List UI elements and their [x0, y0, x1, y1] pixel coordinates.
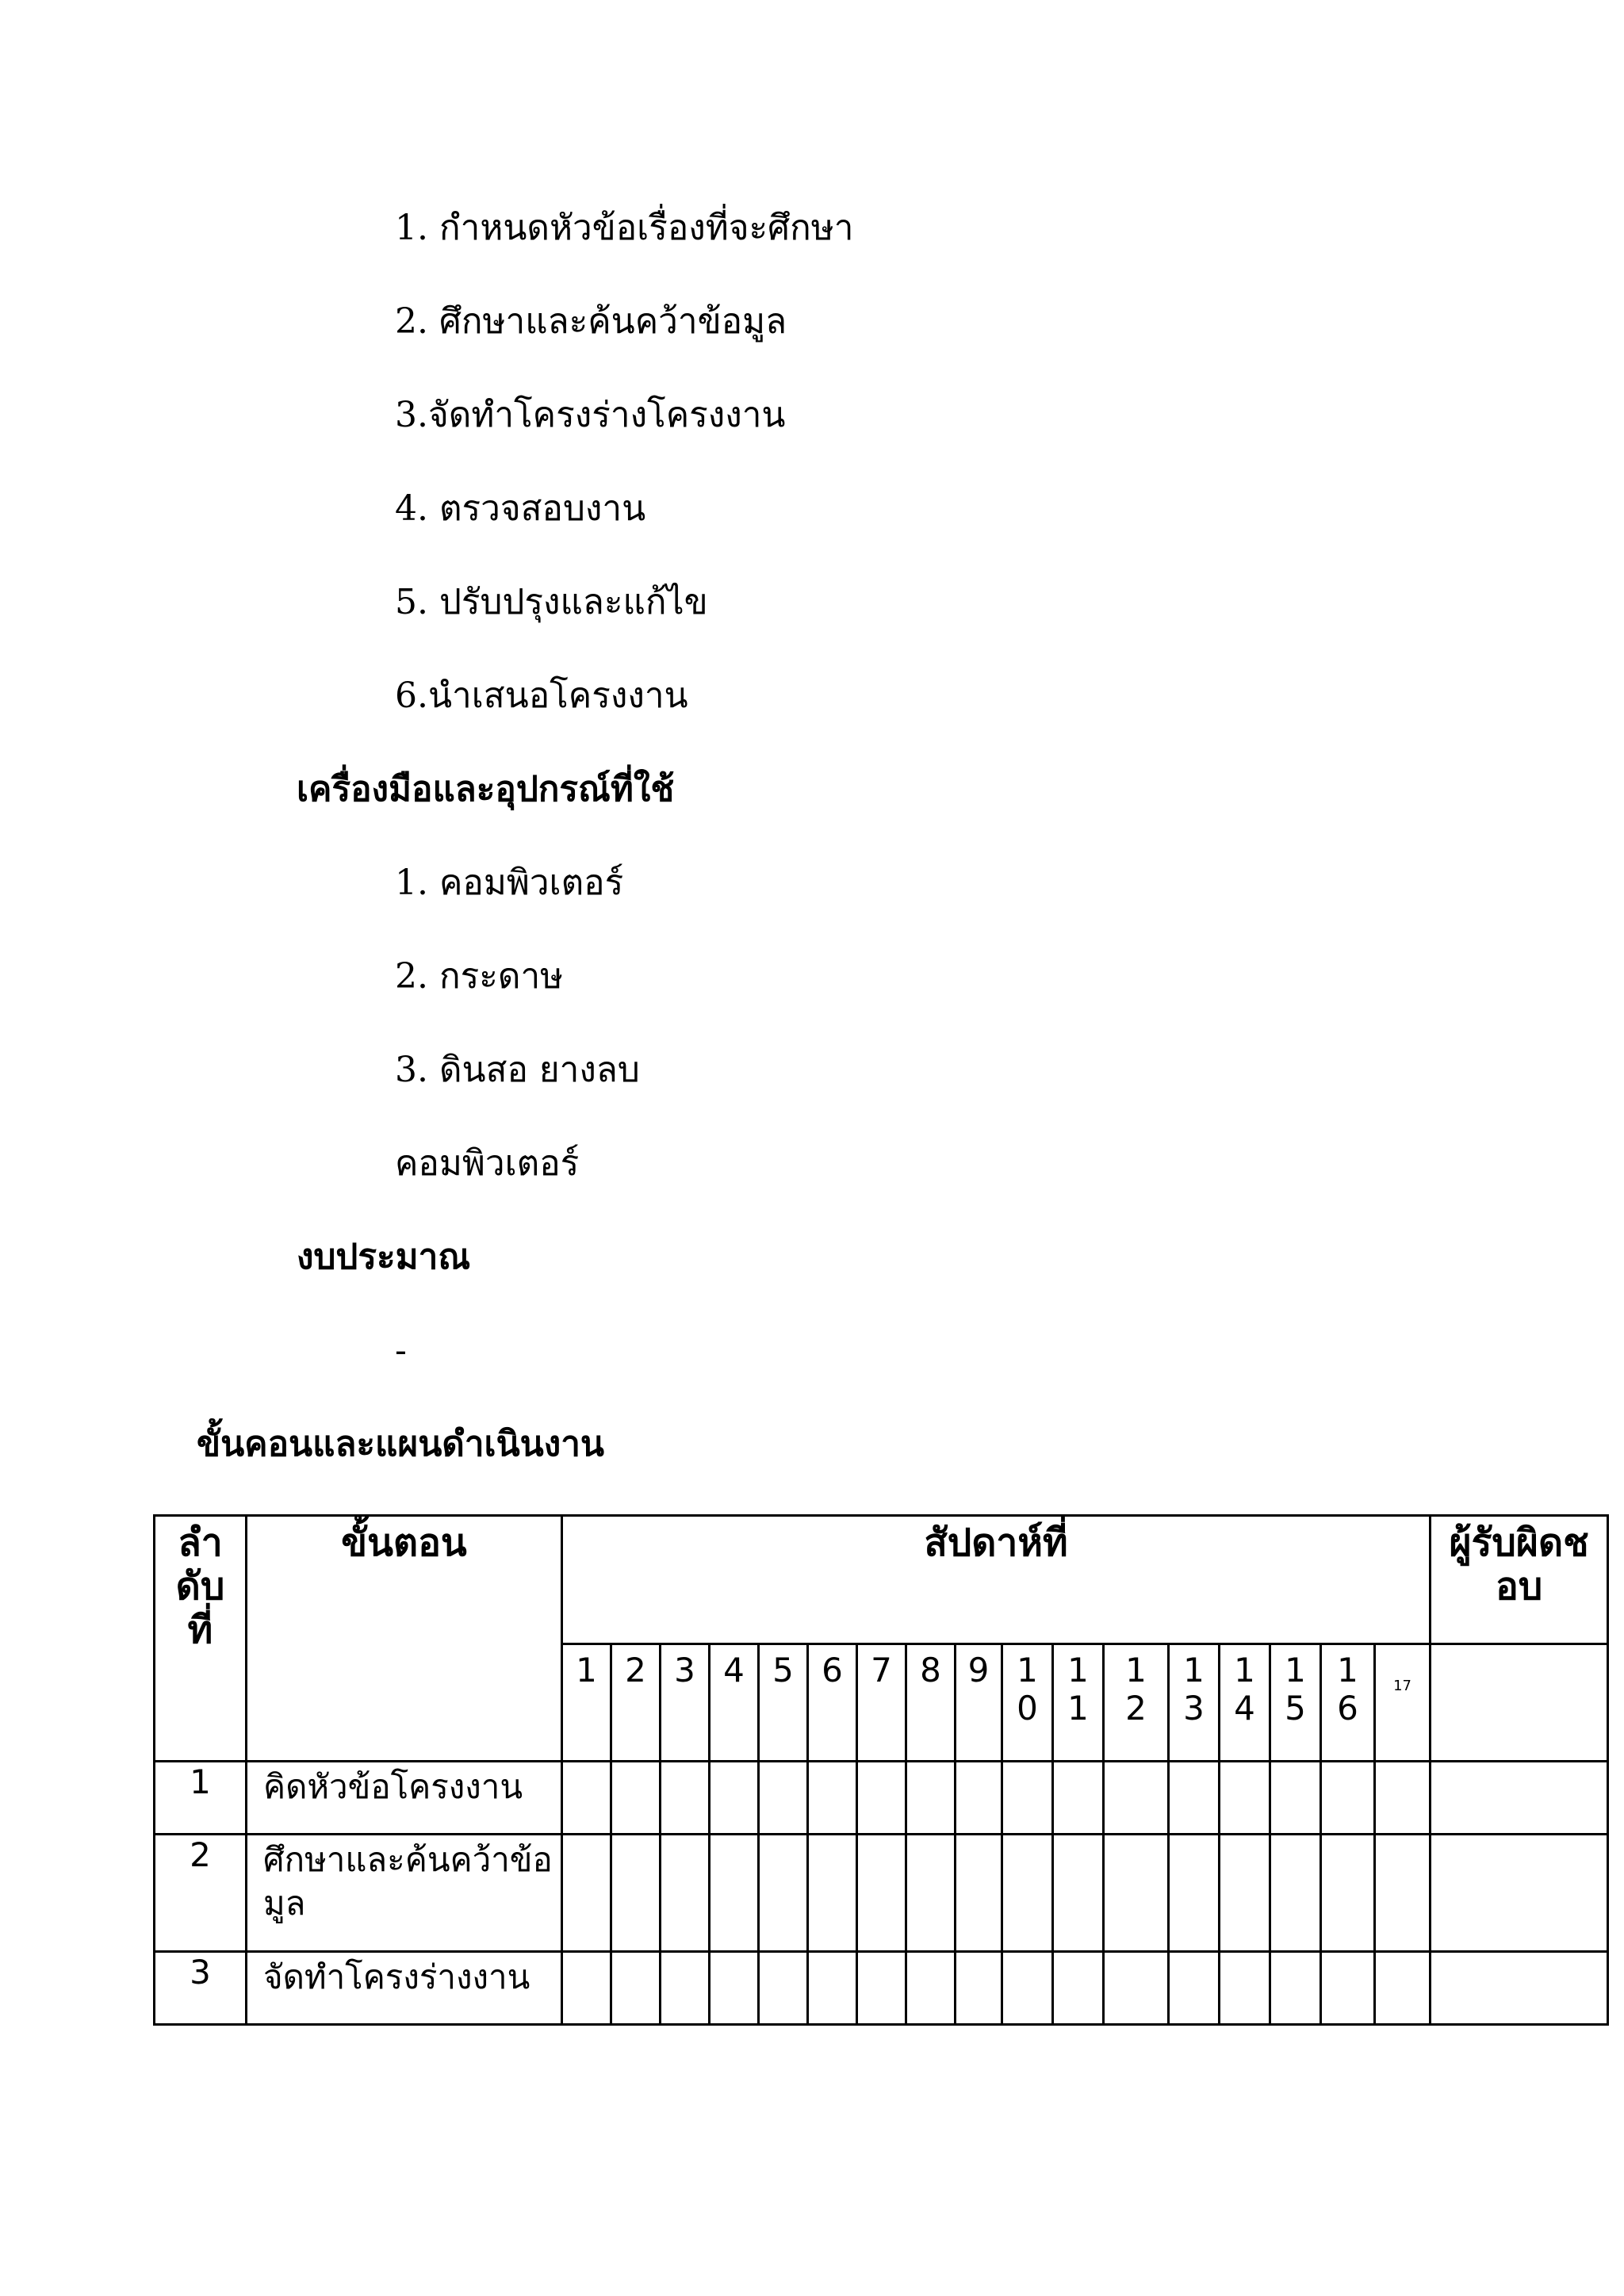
header-step-label: ขั้นตอน [341, 1521, 467, 1565]
header-week [562, 1516, 1431, 1644]
step-item: 2. ศึกษาและค้นคว้าข้อมูล [395, 301, 787, 342]
tools-heading: เครื่องมือและอุปกรณ์ที่ใช้ [297, 769, 675, 809]
step-item: 1. กำหนดหัวข้อเรื่องที่จะศึกษา [395, 208, 854, 248]
tool-item: คอมพิวเตอร์ [395, 1143, 580, 1184]
budget-heading: งบประมาณ [297, 1237, 471, 1277]
header-responsible-label: ผู้รับผิดชอบ [1449, 1521, 1589, 1609]
week-number: 14 [1220, 1644, 1270, 1762]
tool-item: 1. คอมพิวเตอร์ [395, 863, 624, 903]
week-number: 11 [1053, 1644, 1104, 1762]
step-item: 6.นำเสนอโครงงาน [395, 675, 688, 716]
week-number: 1 [562, 1644, 611, 1762]
row-number: 2 [155, 1835, 247, 1952]
week-number: 15 [1270, 1644, 1321, 1762]
responsible-cell [1431, 1644, 1608, 1762]
row-step: จัดทำโครงร่างงาน [247, 1952, 562, 2025]
tool-item: 3. ดินสอ ยางลบ [395, 1050, 640, 1090]
tool-item: 2. กระดาษ [395, 956, 564, 997]
week-number: 10 [1002, 1644, 1053, 1762]
plan-table [153, 1514, 1609, 2026]
budget-value: - [395, 1330, 407, 1371]
row-number: 3 [155, 1952, 247, 2025]
week-number: 12 [1104, 1644, 1169, 1762]
week-number: 8 [906, 1644, 956, 1762]
step-item: 3.จัดทำโครงร่างโครงงาน [395, 395, 786, 435]
week-number: 4 [710, 1644, 759, 1762]
week-number: 3 [661, 1644, 710, 1762]
week-number: 13 [1169, 1644, 1220, 1762]
table-row [155, 1952, 1608, 2025]
plan-heading: ขั้นคอนและแผนดำเนินงาน [197, 1424, 605, 1464]
table-row [155, 1835, 1608, 1952]
step-item: 4. ตรวจสอบงาน [395, 488, 646, 529]
week-number: 7 [857, 1644, 906, 1762]
week-number: 6 [808, 1644, 857, 1762]
header-responsible [1431, 1516, 1608, 1644]
header-order-label: ลำดับที่ [175, 1521, 225, 1653]
week-number: 5 [759, 1644, 808, 1762]
week-number: 16 [1321, 1644, 1375, 1762]
week-number: 17 [1375, 1644, 1431, 1762]
step-item: 5. ปรับปรุงและแก้ไข [395, 582, 708, 622]
header-step [247, 1516, 562, 1762]
row-number: 1 [155, 1762, 247, 1835]
week-number: 2 [611, 1644, 661, 1762]
week-number: 9 [956, 1644, 1002, 1762]
row-step: คิดหัวข้อโครงงาน [247, 1762, 562, 1835]
table-row [155, 1762, 1608, 1835]
row-step: ศึกษาและค้นคว้าข้อมูล [247, 1835, 562, 1952]
header-order [155, 1516, 247, 1762]
header-week-label: สัปดาห์ที่ [924, 1521, 1068, 1565]
